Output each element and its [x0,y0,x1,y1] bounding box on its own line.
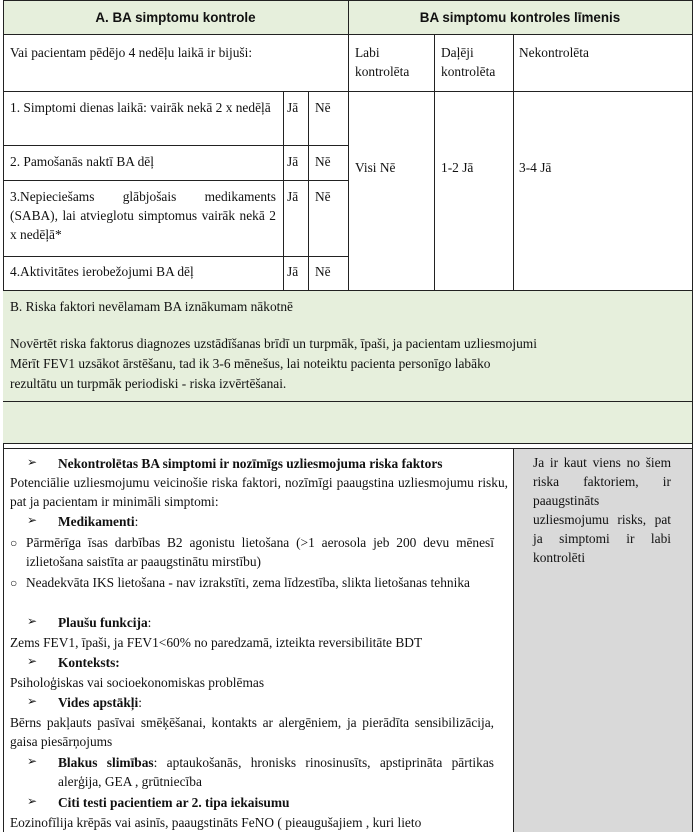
risk-heading: Nekontrolētas BA simptomi ir nozīmīgs uzliesmojuma riska faktors [58,456,443,471]
rule [513,34,514,290]
rule [3,443,692,444]
risk-heading [58,693,458,712]
arrow-bullet-icon: ➢ [27,754,38,768]
rule [348,0,349,290]
risk-text: Bērns pakļauts pasīvai smēķēšanai, kontakts ar alergēniem, ja pierādīta sensibilizācija, gaisa piesārņojums [10,715,494,749]
symptom-item: 2. Pamošanās naktī BA dēļ [10,154,154,169]
rule [3,145,348,146]
symptom-item: 1. Simptomi dienas laikā: vairāk nekā 2 x nedēļā [10,100,271,115]
rule [3,180,348,181]
risk-subitem: Neadekvāta IKS lietošana - nav izrakstīti, zema līdzestība, slikta lietošanas tehnika [26,575,470,590]
rule [3,448,692,449]
risk-text: Potenciālie uzliesmojumu veicinošie riska faktori, nozīmīgi paaugstina uzliesmojumu risku, pat ja pacientam ir minimāli simptomi: [10,475,508,509]
risk-heading-label: Plaušu funkcija [58,615,148,630]
control-level-header: BA simptomu kontroles līmenis [419,10,621,25]
arrow-bullet-icon: ➢ [27,794,38,808]
arrow-bullet-icon: ➢ [27,614,38,628]
yes-label: Jā [287,264,299,279]
question-label: Vai pacientam pēdējo 4 nedēļu laikā ir bijuši: [10,45,253,60]
risk-heading [58,512,458,531]
rule [3,401,692,402]
no-label: Nē [315,154,331,169]
risk-heading-label: Vides apstākļi [58,695,139,710]
rule [434,34,435,290]
section-a-header: A. BA simptomu kontrole [95,10,256,25]
risk-heading-label: Blakus slimības [58,755,154,770]
arrow-bullet-icon: ➢ [27,654,38,668]
symptom-item: 3.Nepieciešams glābjošais medikaments (SABA), lai atvieglotu simptomus vairāk nekā 2 x nedēļā* [10,189,276,242]
risk-heading: Citi testi pacientiem ar 2. tipa iekaisumu [58,795,290,810]
rule [3,443,4,832]
risk-heading [58,613,458,632]
rule [283,91,284,290]
arrow-bullet-icon: ➢ [27,455,38,469]
risk-text: Zems FEV1, īpaši, ja FEV1<60% no paredzamā, izteikta reversibilitāte BDT [10,635,423,650]
level-value-partly: 1-2 Jā [441,160,474,175]
risk-heading-colon: : [138,695,142,710]
rule [348,91,692,92]
section-b-paragraph: Mērīt FEV1 uzsākot ārstēšanu, tad ik 3-6 mēnešus, lai noteiktu pacienta personīgo labāko [10,356,491,371]
no-label: Nē [315,100,331,115]
yes-label: Jā [287,100,299,115]
level-uncontrolled: Nekontrolēta [519,45,589,60]
level-well-controlled: Labi kontrolēta [355,45,410,79]
risk-text: Psiholoģiskas vai socioekonomiskas problēmas [10,675,265,690]
arrow-bullet-icon: ➢ [27,513,38,527]
circle-bullet-icon: ○ [10,536,18,550]
risk-text [58,753,494,791]
section-b-title: B. Riska faktori nevēlamam BA iznākumam nākotnē [10,299,293,314]
section-b-paragraph: rezultātu un turpmāk periodiski - riska izvērtēšanai. [10,376,287,391]
risk-subitem: Pārmērīga īsas darbības B2 agonistu lietošana (>1 aerosola jeb 200 devu mēnesī izlietošana saistīta ar paaugstinātu mirstību) [26,535,494,569]
symptom-item: 4.Aktivitātes ierobežojumi BA dēļ [10,264,194,279]
rule [3,290,692,291]
no-label: Nē [315,189,331,204]
circle-bullet-icon: ○ [10,576,18,590]
level-partly-controlled: Daļēji kontrolēta [441,45,496,79]
level-value-uncontrolled: 3-4 Jā [519,160,552,175]
level-value-well: Visi Nē [355,160,396,175]
rule [692,0,693,832]
rule [513,448,514,832]
yes-label: Jā [287,189,299,204]
risk-heading-label: Medikamenti [58,514,135,529]
risk-heading: Konteksts: [58,655,120,670]
rule [3,0,4,290]
rule [308,91,309,290]
yes-label: Jā [287,154,299,169]
rule [3,91,348,92]
risk-text: Eozinofīlija krēpās vai asinīs, paaugstināts FeNO ( pieaugušajiem , kuri lieto [10,815,422,830]
risk-side-note: Ja ir kaut viens no šiem riska faktoriem, ir paaugstināts uzliesmojumu risks, pat ja simptomi ir labi kontrolēti [533,455,671,565]
risk-text-inline: : aptaukošanās, hronisks rinosinusīts, apstiprināta pārtikas alerģija, GEA , grūtniecība [58,755,495,789]
section-b-paragraph: Novērtēt riska faktorus diagnozes uzstādīšanas brīdī un turpmāk, īpaši, ja pacientam uzliesmojumi [10,336,537,351]
risk-heading-colon: : [134,514,139,529]
no-label: Nē [315,264,331,279]
rule [3,256,348,257]
risk-heading-colon: : [147,615,152,630]
arrow-bullet-icon: ➢ [27,694,38,708]
